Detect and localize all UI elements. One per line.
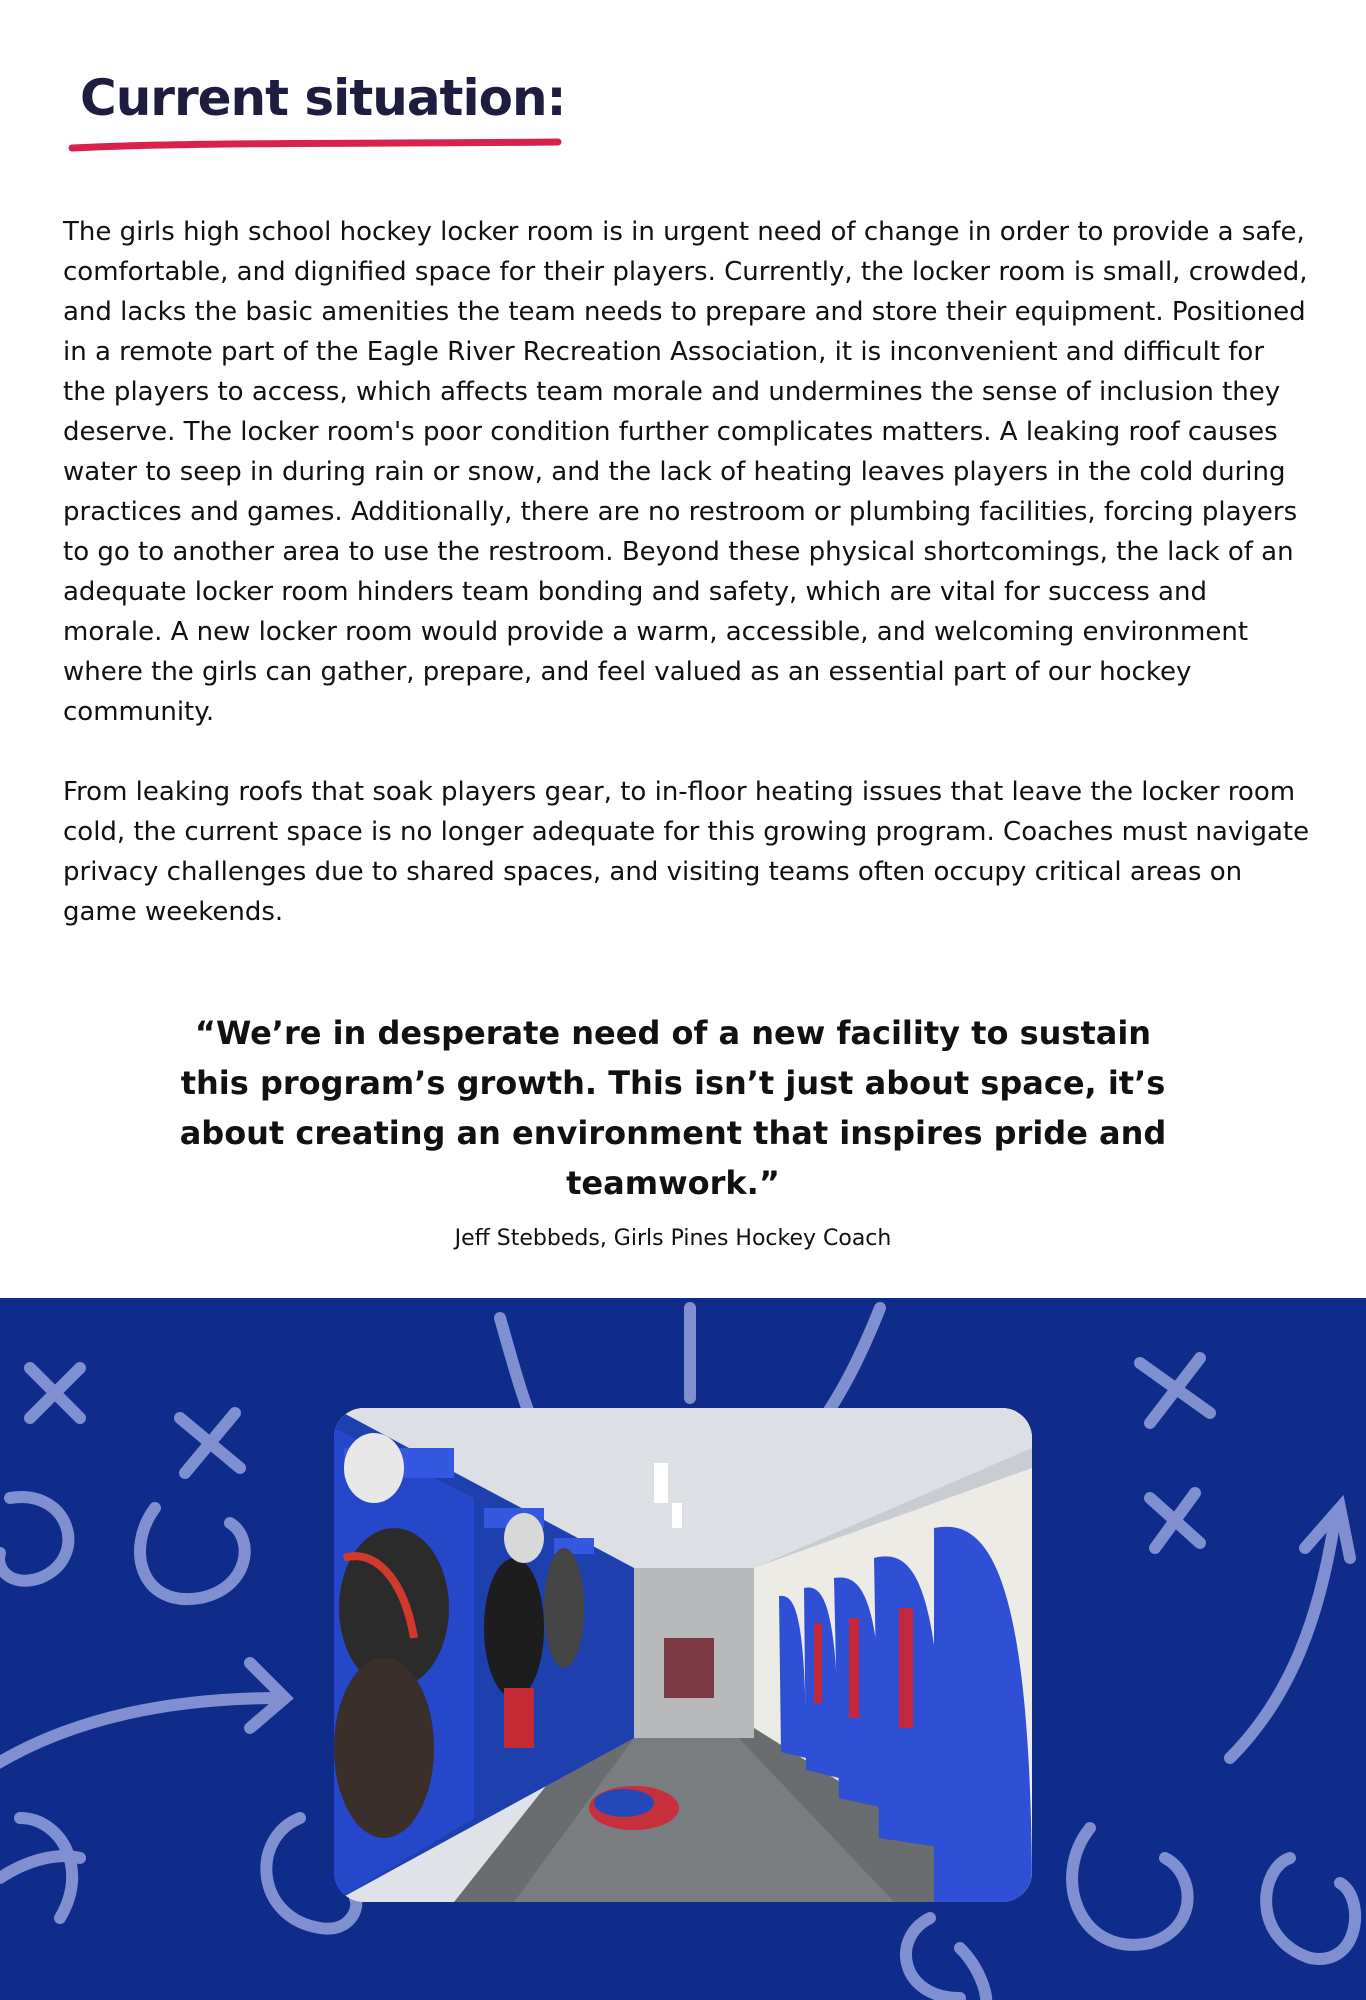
body-text (63, 212, 1313, 972)
body-paragraph: The girls high school hockey locker room is in urgent need of change in order to provide a safe, comfortable, and dignified space for their players. Currently, the locker room is small, crowded, and lacks the basic amenities the team needs to prepare and store their equipment. Positioned in a remote part of the Eagle River Recreation Association, it is inconvenient and difficult for the players to access, which affects team morale and undermines the sense of inclusion they deserve. The locker room's poor condition further complicates matters. A leaking roof causes water to seep in during rain or snow, and the lack of heating leaves players in the cold during practices and games. Additionally, there are no restroom or plumbing facilities, forcing players to go to another area to use the restroom. Beyond these physical shortcomings, the lack of an adequate locker room hinders team bonding and safety, which are vital for success and morale. A new locker room would provide a warm, accessible, and welcoming environment where the girls can gather, prepare, and feel valued as an essential part of our hockey community. (63, 217, 1308, 727)
body-paragraph: From leaking roofs that soak players gear, to in-floor heating issues that leave the locker room cold, the current space is no longer adequate for this growing program. Coaches must navigate privacy challenges due to shared spaces, and visiting teams often occupy critical areas on game weekends. (63, 777, 1310, 927)
locker-room-illustration (334, 1408, 1032, 1902)
quote-text: “We’re in desperate need of a new facility to sustain this program’s growth. This isn’t just about space, it’s about creating an environment that inspires pride and teamwork.” (179, 1014, 1167, 1202)
page-title: Current situation: (80, 69, 566, 127)
quote-block (120, 1008, 1226, 1251)
quote-attribution: Jeff Stebbeds, Girls Pines Hockey Coach (454, 1226, 892, 1251)
title-underline (68, 136, 568, 156)
photo-section (0, 1298, 1366, 2000)
locker-room-photo (334, 1408, 1032, 1902)
heading-section (80, 62, 600, 134)
